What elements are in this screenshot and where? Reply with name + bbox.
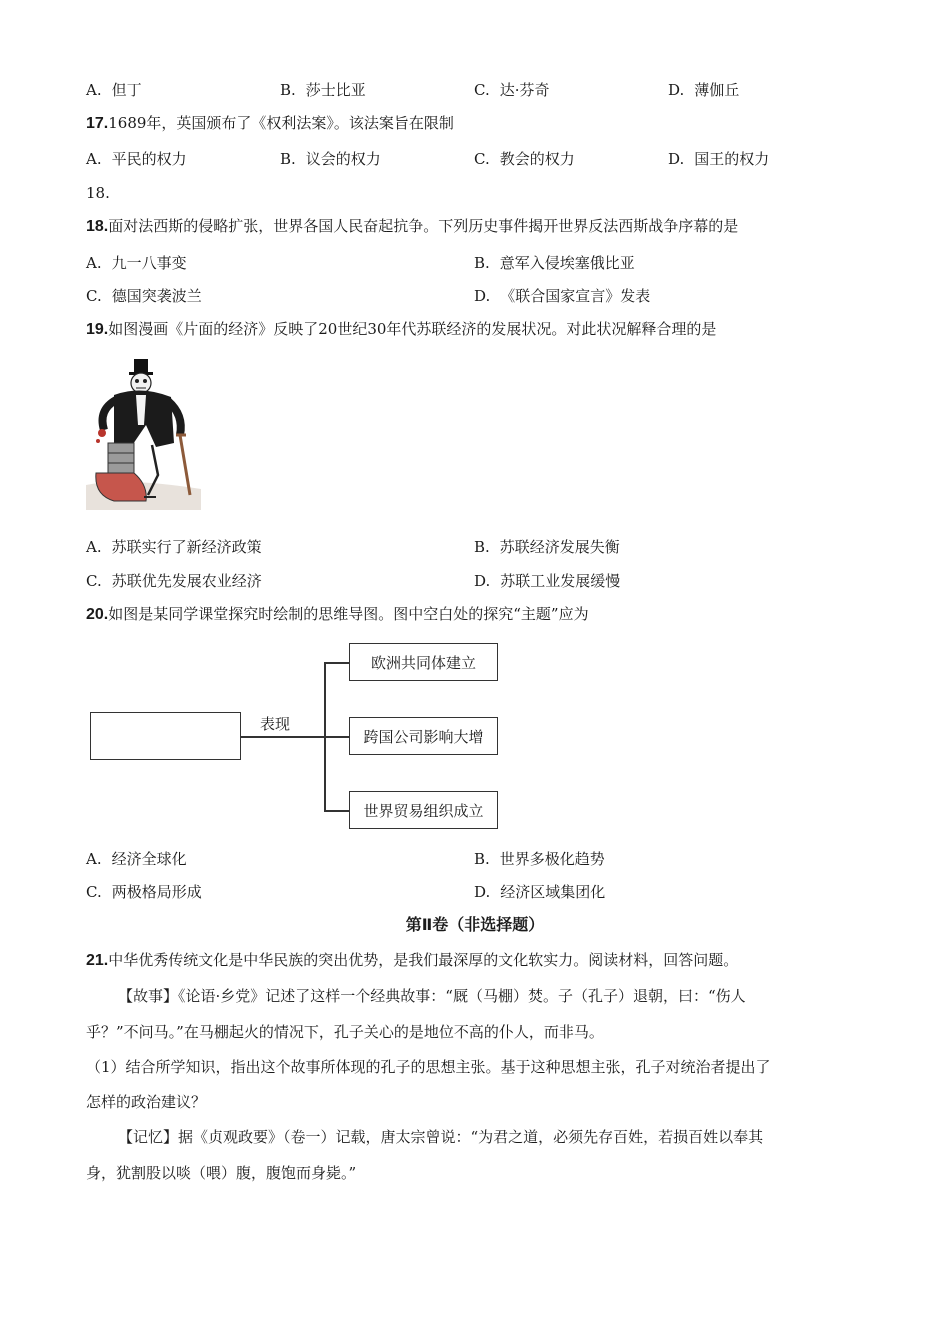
q17-option-c: C. 教会的权力 — [474, 150, 575, 168]
stray-question-label: 18. — [86, 184, 110, 202]
q19-option-a: A. 苏联实行了新经济政策 — [86, 538, 262, 556]
section-title: 第Ⅱ卷（非选择题） — [405, 915, 545, 934]
q19-option-c: C. 苏联优先发展农业经济 — [86, 572, 262, 590]
q19-option-d: D. 苏联工业发展缓慢 — [474, 572, 621, 590]
q20-option-d: D. 经济区域集团化 — [474, 883, 606, 901]
q20-option-b: B. 世界多极化趋势 — [474, 850, 605, 868]
q16-option-b: B. 莎士比亚 — [280, 81, 366, 99]
q21-memory-line-2: 身，犹割股以啖（喂）腹，腹饱而身毙。” — [86, 1164, 357, 1182]
q20-option-a: A. 经济全球化 — [86, 850, 187, 868]
q17-option-d: D. 国王的权力 — [668, 150, 770, 168]
mind-map-blank-topic — [90, 712, 241, 760]
q20-stem: 20.如图是某同学课堂探究时绘制的思维导图。图中空白处的探究“主题”应为 — [86, 605, 589, 623]
q18-option-a: A. 九一八事变 — [86, 254, 187, 272]
q17-option-a: A. 平民的权力 — [86, 150, 187, 168]
q21-memory-line-1: 【记忆】据《贞观政要》（卷一）记载，唐太宗曾说：“为君之道，必须先存百姓，若损百姓以奉其 — [118, 1128, 764, 1146]
q20-option-c: C. 两极格局形成 — [86, 883, 202, 901]
connector-branch-3 — [324, 810, 349, 812]
q21-story-line-1: 【故事】《论语·乡党》记述了这样一个经典故事：“厩（马棚）焚。子（孔子）退朝，曰：“伤人 — [118, 987, 746, 1005]
mind-map-item-3: 世界贸易组织成立 — [349, 791, 498, 829]
connector-label: 表现 — [260, 715, 291, 733]
connector-horizontal — [241, 736, 325, 738]
q16-option-c: C. 达·芬奇 — [474, 81, 550, 99]
q17-stem: 17.1689年，英国颁布了《权利法案》。该法案旨在限制 — [86, 114, 454, 132]
q21-subquestion-1-line-2: 怎样的政治建议？ — [86, 1093, 207, 1111]
q19-stem: 19.如图漫画《片面的经济》反映了20世纪30年代苏联经济的发展状况。对此状况解释合理的是 — [86, 320, 717, 338]
q17-option-b: B. 议会的权力 — [280, 150, 381, 168]
q18-option-d: D. 《联合国家宣言》发表 — [474, 287, 651, 305]
cartoon-one-sided-economy — [86, 355, 201, 510]
q18-option-b: B. 意军入侵埃塞俄比亚 — [474, 254, 635, 272]
q16-option-d: D. 薄伽丘 — [668, 81, 740, 99]
q21-subquestion-1-line-1: （1）结合所学知识，指出这个故事所体现的孔子的思想主张。基于这种思想主张，孔子对统治者提出了 — [86, 1058, 771, 1076]
connector-branch-2 — [324, 736, 349, 738]
q18-stem: 18.面对法西斯的侵略扩张，世界各国人民奋起抗争。下列历史事件揭开世界反法西斯战争序幕的是 — [86, 217, 739, 235]
q21-stem: 21.中华优秀传统文化是中华民族的突出优势，是我们最深厚的文化软实力。阅读材料，回答问题。 — [86, 951, 739, 969]
connector-branch-1 — [324, 662, 349, 664]
q16-option-a: A. 但丁 — [86, 81, 142, 99]
mind-map-item-2: 跨国公司影响大增 — [349, 717, 498, 755]
q21-story-line-2: 乎？”不问马。”在马棚起火的情况下，孔子关心的是地位不高的仆人，而非马。 — [86, 1023, 604, 1041]
q18-option-c: C. 德国突袭波兰 — [86, 287, 202, 305]
mind-map-item-1: 欧洲共同体建立 — [349, 643, 498, 681]
q19-option-b: B. 苏联经济发展失衡 — [474, 538, 620, 556]
